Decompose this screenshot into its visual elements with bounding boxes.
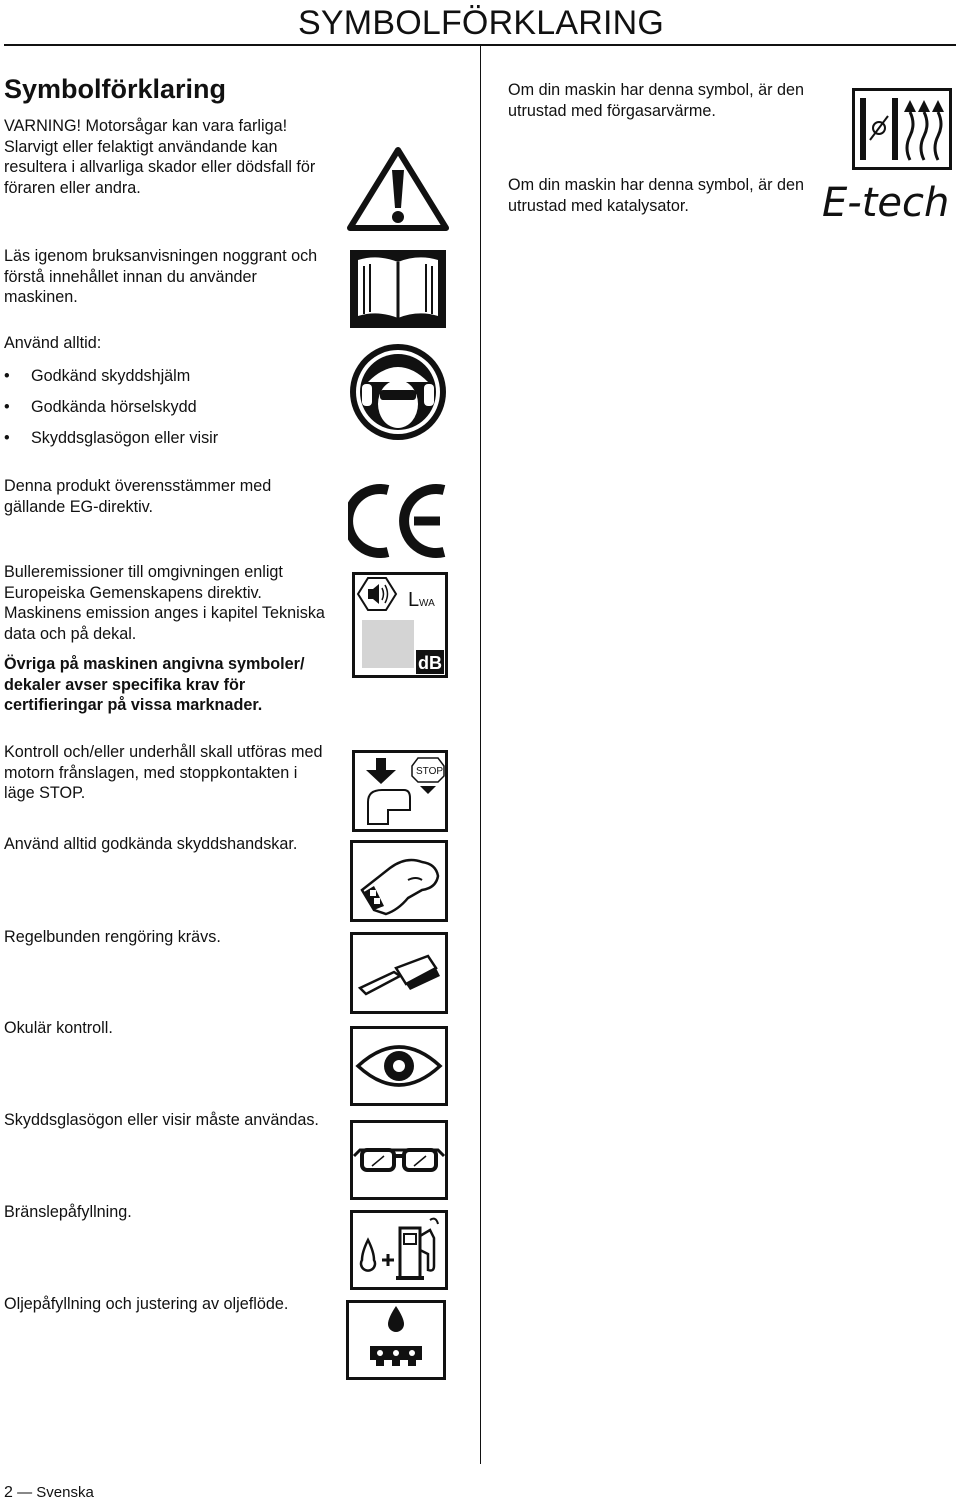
heating-text: Om din maskin har denna symbol, är den utrustad med förgasarvärme.: [508, 81, 805, 120]
svg-text:WA: WA: [419, 598, 435, 609]
carburettor-heating-icon: [852, 88, 952, 170]
catalyst-text: Om din maskin har denna symbol, är den utrustad med katalysator.: [508, 176, 805, 215]
always-use-label: Använd alltid:: [4, 334, 102, 352]
brush-icon: [350, 932, 448, 1014]
noise-text: Bulleremissioner till omgivningen enligt Europeiska Gemenskapens direktiv. Maskinens emission anges i kapitel Tekniska data och på dekal.: [4, 563, 325, 643]
oil-text: Oljepåfyllning och justering av oljeflöde.: [4, 1295, 289, 1313]
warning-text: VARNING! Motorsågar kan vara farliga! Slarvigt eller felaktigt användande kan resultera i allvarliga skador eller dödsfall för föraren eller andra.: [4, 117, 316, 197]
page-number: 2: [4, 1484, 13, 1501]
fuel-text: Bränslepåfyllning.: [4, 1203, 132, 1221]
section-heading: Symbolförklaring: [4, 74, 227, 104]
page-footer: [4, 1484, 94, 1502]
fuel-pump-icon: [350, 1210, 448, 1290]
gloves-text: Använd alltid godkända skyddshandskar.: [4, 835, 298, 853]
e-tech-logo: [820, 176, 956, 226]
page-title: SYMBOLFÖRKLARING: [298, 4, 664, 42]
footer-dash: —: [17, 1484, 33, 1501]
safety-glasses-icon: [350, 1120, 448, 1200]
ce-text: Denna produkt överensstämmer med gällande EG-direktiv.: [4, 477, 272, 516]
glasses-text: Skyddsglasögon eller visir måste användas.: [4, 1111, 319, 1129]
glove-icon: [350, 840, 448, 922]
e-tech-label: E-tech: [822, 180, 950, 226]
eye-icon: [350, 1026, 448, 1106]
other-symbols-text: Övriga på maskinen angivna symboler/ dekaler avser specifika krav för certifieringar på vissa marknader.: [4, 655, 305, 714]
warning-triangle-icon: [346, 146, 450, 232]
stop-switch-icon: [352, 750, 448, 832]
lwa-label: L: [408, 589, 420, 611]
ce-mark-icon: [348, 482, 450, 560]
stop-label: STOP: [416, 766, 444, 777]
manual-text: Läs igenom bruksanvisningen noggrant och förstå innehållet innan du använder maskinen.: [4, 247, 318, 306]
column-divider: [480, 44, 481, 1464]
oil-chain-icon: [346, 1300, 446, 1380]
head-protection-icon: [348, 342, 448, 442]
footer-language: Svenska: [36, 1484, 94, 1501]
sound-power-icon: [352, 572, 448, 678]
db-label: dB: [418, 653, 442, 673]
stop-text: Kontroll och/eller underhåll skall utföras med motorn frånslagen, med stoppkontakten i läge STOP.: [4, 743, 323, 802]
cleaning-text: Regelbunden rengöring krävs.: [4, 928, 221, 946]
visual-check-text: Okulär kontroll.: [4, 1019, 113, 1037]
book-icon: [348, 248, 448, 330]
